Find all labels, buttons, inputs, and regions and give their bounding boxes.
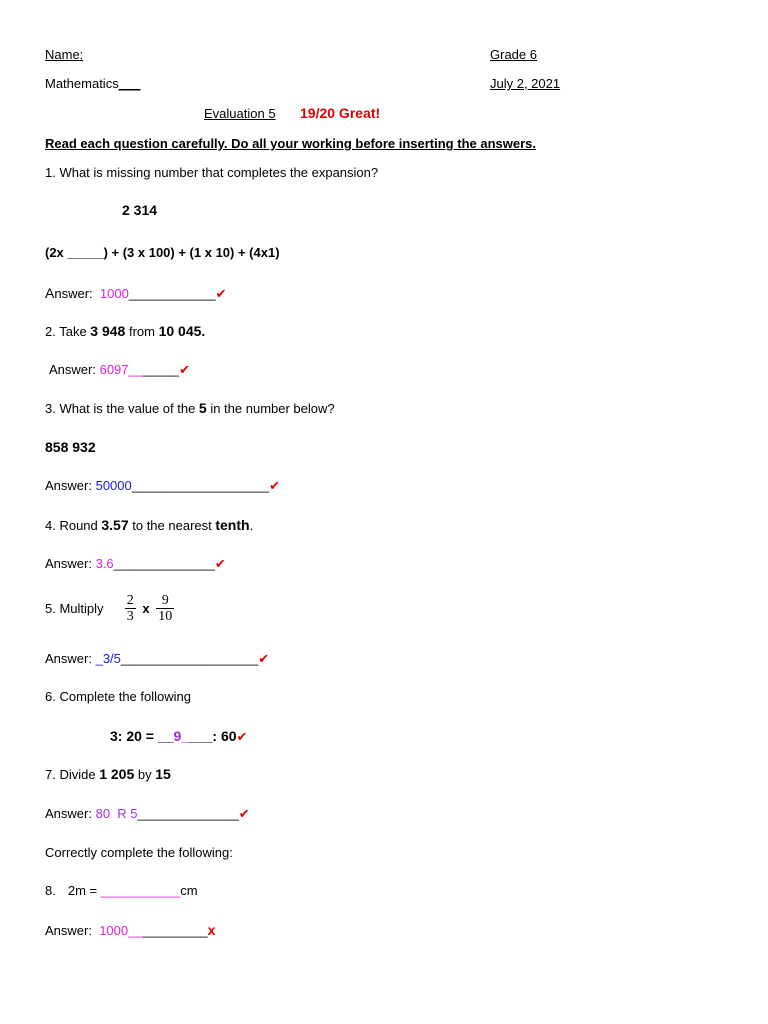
q6-blank-right: ___ [189,728,213,744]
instructions: Read each question carefully. Do all your working before inserting the answers. [45,136,536,151]
q4-answer-row [45,556,226,572]
q1-prompt: 1. What is missing number that completes the expansion? [45,165,379,180]
evaluation-label: Evaluation 5 [204,106,276,121]
q6-prompt: 6. Complete the following [45,689,191,704]
q4-answer-label: Answer: [45,556,92,571]
q2-answer: 6097 [99,362,129,377]
q3-prompt-start: 3. What is the value of the [45,401,199,416]
q5-frac1-num: 2 [126,593,134,608]
q3-answer-line: ___________________ [131,478,270,493]
q5-frac1-den: 3 [126,609,134,624]
q3-prompt [45,400,335,416]
q8-number: 8. [45,883,56,898]
q5-fraction-1 [125,593,136,624]
q6-right: : 60 [212,728,237,744]
q8-answer-label: Answer: [45,923,92,938]
q6-blank-mid: _ [181,728,190,744]
subject-blank: ___ [118,76,141,91]
q5-fraction-2 [156,593,174,624]
q8-answer-line-colored: __ [128,923,143,938]
q6-left: 3: 20 = [110,728,158,744]
q7-answer: 80 R 5 [95,806,138,821]
q3-answer: 50000 [95,478,132,493]
subject-line [45,76,140,91]
q4-answer-line: ______________ [113,556,215,571]
cross-mark-icon: x [207,922,216,938]
q1-answer-label-first: A [45,285,55,301]
q2-value1: 3 948 [90,323,126,339]
q5-answer: 3/5 [102,651,121,666]
name-label: Name: [45,47,84,62]
score-remark: 19/20 Great! [300,105,381,121]
q1-answer-row [45,285,226,302]
q3-answer-row [45,478,280,494]
q7-prompt [45,766,171,782]
q2-prompt-mid: from [125,324,159,339]
check-mark-icon: ✔ [214,556,226,571]
q7-prompt-mid: by [134,767,156,782]
q5-frac2-num: 9 [156,593,174,609]
q5-frac2-den: 10 [158,609,173,624]
check-mark-icon: ✔ [236,729,248,744]
q5-operator: x [142,601,150,616]
q7-answer-line: ______________ [137,806,239,821]
q1-answer-line: ____________ [128,286,216,301]
date-label: July 2, 2021 [490,76,561,91]
q8-prompt [45,883,198,898]
q2-answer-line-colored: __ [128,362,143,377]
q8-answer-line: _________ [142,923,208,938]
q4-answer: 3.6 [95,556,114,571]
q2-answer-label: Answer: [49,362,96,377]
check-mark-icon: ✔ [269,478,281,493]
q8-prompt-start: 2m = [67,883,101,898]
q3-digit: 5 [198,400,207,416]
q4-value: 3.57 [101,517,129,533]
q2-prompt-start: 2. Take [45,324,91,339]
q4-prompt-start: 4. Round [45,518,102,533]
q3-prompt-end: in the number below? [206,401,335,416]
q5-answer-row [45,651,269,667]
q8-blank: ___________ [100,883,181,898]
q1-answer-label-rest: nswer: [54,286,93,301]
q5-answer-label: Answer: [45,651,92,666]
check-mark-icon: ✔ [238,806,250,821]
q4-prompt-end: . [249,518,254,533]
q2-prompt [45,323,205,339]
q7-prompt-start: 7. Divide [45,767,100,782]
q6-blank-left: __ [157,728,174,744]
q4-place: tenth [215,517,250,533]
q1-number: 2 314 [122,202,158,218]
q5-answer-prefix: _ [95,651,103,666]
q1-answer: 1000 [99,286,129,301]
subject-label: Mathematics [45,76,119,91]
q6-answer: 9 [173,728,182,744]
q8-answer-row [45,922,215,938]
q1-expansion-end: ) + (3 x 100) + (1 x 10) + (4x1) [103,245,280,260]
check-mark-icon: ✔ [258,651,270,666]
q1-expansion-blank: _____ [67,245,104,260]
q4-prompt [45,517,253,533]
check-mark-icon: ✔ [215,286,227,301]
q5-answer-line: ___________________ [120,651,259,666]
q1-expansion [45,245,280,260]
q7-value2: 15 [155,766,171,782]
q5-prompt-row [45,593,174,624]
q2-answer-line: _____ [142,362,180,377]
q4-prompt-mid: to the nearest [128,518,216,533]
evaluation-line [204,106,276,121]
q7-answer-label: Answer: [45,806,92,821]
q7-value1: 1 205 [99,766,135,782]
q6-ratio-row [110,728,247,745]
q5-prompt: 5. Multiply [45,601,104,616]
q2-value2: 10 045. [158,323,206,339]
q2-answer-row [49,362,190,378]
q8-answer: 1000 [99,923,129,938]
check-mark-icon: ✔ [179,362,191,377]
q3-answer-label: Answer: [45,478,92,493]
q1-expansion-start: (2x [45,245,68,260]
section-heading: Correctly complete the following: [45,845,233,860]
q7-answer-row [45,806,250,822]
q8-unit: cm [180,883,198,898]
q3-number: 858 932 [45,439,96,455]
grade-label: Grade 6 [490,47,537,62]
